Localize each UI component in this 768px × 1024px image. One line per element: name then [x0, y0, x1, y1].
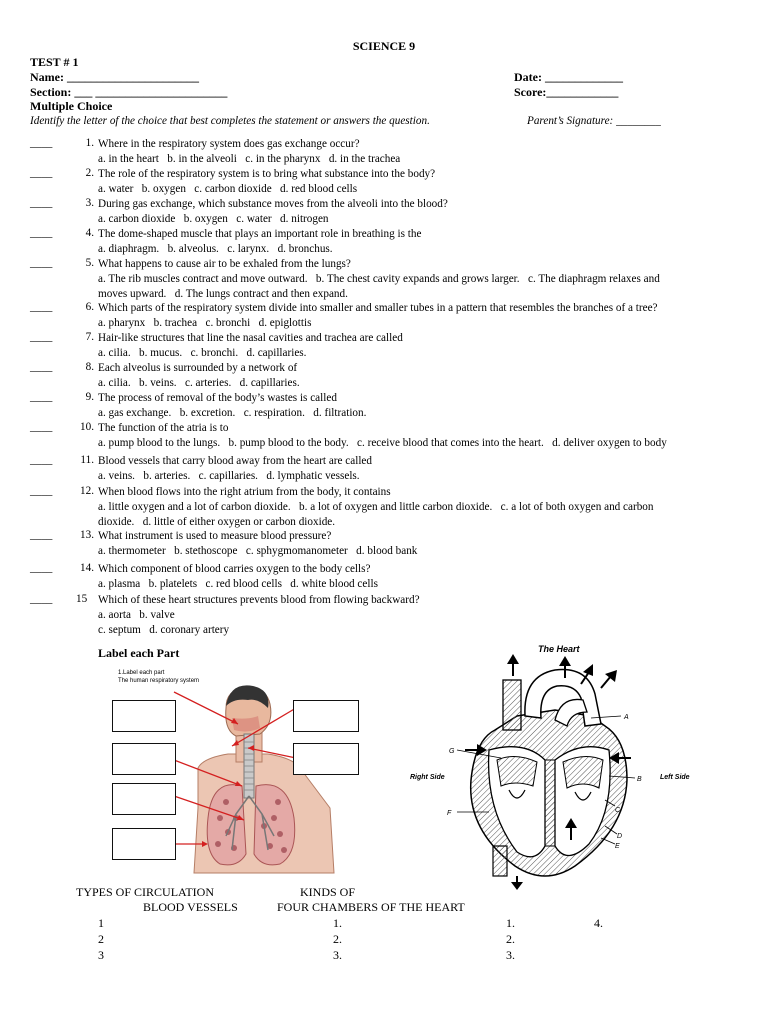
answer-blank[interactable]: ____: [30, 562, 53, 574]
question-stem: The function of the atria is to: [98, 422, 229, 434]
heart-left-side-label: Left Side: [660, 774, 690, 781]
question-text: [98, 137, 748, 167]
score-field-label: Score:____________: [514, 85, 619, 99]
heart-letter-e: E: [615, 843, 620, 850]
question-text: [98, 331, 748, 361]
answer-blank[interactable]: ____: [30, 167, 53, 179]
question-stem: What happens to cause air to be exhaled from the lungs?: [98, 258, 351, 270]
answer-blank[interactable]: ____: [30, 361, 53, 373]
label-each-part-heading: Label each Part: [98, 646, 180, 660]
label-box-right-2[interactable]: [293, 743, 359, 775]
question-text: [98, 454, 748, 484]
heart-letter-d: D: [617, 833, 623, 840]
chambers-item-4: 4.: [594, 916, 603, 930]
question-choices: a. thermometer b. stethoscope c. sphygmomanometer d. blood bank: [98, 544, 418, 557]
answer-blank[interactable]: ____: [30, 301, 53, 313]
section-field-label: Section: ___ ______________________: [30, 85, 228, 99]
question-choices: a. gas exchange. b. excretion. c. respiration. d. filtration.: [98, 406, 367, 419]
label-box-right-1[interactable]: [293, 700, 359, 732]
date-field-label: Date: _____________: [514, 70, 623, 84]
chambers-item-2: 2.: [506, 932, 515, 946]
question-number: 2.: [85, 167, 94, 179]
question-text: [98, 421, 748, 451]
question-number: 9.: [85, 391, 94, 403]
question-choices: a. pump blood to the lungs. b. pump blood to the body. c. receive blood that comes into the heart. d. deliver oxygen to body: [98, 436, 667, 449]
question-stem: Hair-like structures that line the nasal cavities and trachea are called: [98, 332, 403, 344]
question-number: 15: [76, 593, 88, 605]
respiratory-caption-1: 1.Label each part: [118, 670, 165, 676]
question-number: 8.: [85, 361, 94, 373]
circulation-item-3: 3: [98, 948, 104, 962]
question-text: [98, 301, 748, 331]
answer-blank[interactable]: ____: [30, 391, 53, 403]
question-stem: Which component of blood carries oxygen to the body cells?: [98, 563, 371, 575]
answer-blank[interactable]: ____: [30, 485, 53, 497]
chambers-item-3: 3.: [506, 948, 515, 962]
question-choices: a. plasma b. platelets c. red blood cells d. white blood cells: [98, 577, 378, 590]
heart-letter-c: C: [615, 807, 621, 814]
heart-illustration: [405, 640, 725, 890]
respiratory-caption-2: The human respiratory system: [118, 678, 200, 684]
circulation-item-1: 1: [98, 916, 104, 930]
question-stem: When blood flows into the right atrium from the body, it contains: [98, 486, 391, 498]
vessels-item-3: 3.: [333, 948, 342, 962]
heart-right-side-label: Right Side: [410, 774, 445, 781]
test-number: TEST # 1: [30, 55, 79, 69]
question-stem: Each alveolus is surrounded by a network of: [98, 362, 298, 374]
answer-blank[interactable]: ____: [30, 257, 53, 269]
multiple-choice-heading: Multiple Choice: [30, 99, 113, 113]
question-text: [98, 562, 748, 592]
answer-blank[interactable]: ____: [30, 454, 53, 466]
circulation-heading: TYPES OF CIRCULATION: [76, 885, 215, 899]
question-stem: The process of removal of the body’s wastes is called: [98, 392, 337, 404]
question-choices: a. veins. b. arteries. c. capillaries. d. lymphatic vessels.: [98, 469, 360, 482]
question-text: [98, 361, 748, 391]
question-choices: a. The rib muscles contract and move outward. b. The chest cavity expands and grows larger. c. The diaphragm relaxes and: [98, 272, 660, 285]
vessels-heading-2: BLOOD VESSELS: [143, 900, 238, 914]
question-text: [98, 257, 748, 301]
question-stem: The role of the respiratory system is to bring what substance into the body?: [98, 168, 436, 180]
label-box-left-4[interactable]: [112, 828, 176, 860]
question-number: 5.: [85, 257, 94, 269]
answer-blank[interactable]: ____: [30, 197, 53, 209]
vessels-heading-1: KINDS OF: [300, 885, 356, 899]
question-choices: a. pharynx b. trachea c. bronchi d. epiglottis: [98, 316, 312, 329]
question-stem: What instrument is used to measure blood pressure?: [98, 530, 332, 542]
question-choices: dioxide. d. little of either oxygen or carbon dioxide.: [98, 515, 336, 528]
heart-diagram: [405, 640, 725, 890]
question-stem: During gas exchange, which substance moves from the alveoli into the blood?: [98, 198, 448, 210]
question-choices: a. diaphragm. b. alveolus. c. larynx. d. bronchus.: [98, 242, 333, 255]
vessels-item-2: 2.: [333, 932, 342, 946]
question-number: 13.: [80, 529, 94, 541]
answer-blank[interactable]: ____: [30, 331, 53, 343]
heart-letter-b: B: [637, 776, 642, 783]
question-number: 14.: [80, 562, 94, 574]
question-number: 6.: [85, 301, 94, 313]
heart-letter-f: F: [447, 810, 452, 817]
question-text: [98, 197, 748, 227]
heart-title: The Heart: [538, 644, 580, 654]
label-box-left-2[interactable]: [112, 743, 176, 775]
question-choices: moves upward. d. The lungs contract and then expand.: [98, 287, 348, 300]
circulation-item-2: 2: [98, 932, 104, 946]
label-box-left-1[interactable]: [112, 700, 176, 732]
question-number: 10.: [80, 421, 94, 433]
question-stem: Where in the respiratory system does gas exchange occur?: [98, 138, 360, 150]
question-stem: Which parts of the respiratory system divide into smaller and smaller tubes in a pattern that resembles the branches of a tree?: [98, 302, 658, 314]
vessels-item-1: 1.: [333, 916, 342, 930]
question-choices: a. cilia. b. mucus. c. bronchi. d. capillaries.: [98, 346, 307, 359]
question-choices: c. septum d. coronary artery: [98, 623, 230, 636]
answer-blank[interactable]: ____: [30, 529, 53, 541]
question-choices: a. carbon dioxide b. oxygen c. water d. nitrogen: [98, 212, 329, 225]
question-number: 3.: [85, 197, 94, 209]
question-choices: a. aorta b. valve: [98, 608, 175, 621]
instructions-text: Identify the letter of the choice that best completes the statement or answers the question.: [30, 115, 430, 127]
heart-letter-g: G: [449, 748, 455, 755]
respiratory-diagram: [108, 668, 366, 880]
heart-letter-a: A: [624, 714, 629, 721]
name-field-label: Name: ______________________: [30, 70, 199, 84]
question-text: [98, 167, 748, 197]
question-number: 12.: [80, 485, 94, 497]
question-choices: a. cilia. b. veins. c. arteries. d. capillaries.: [98, 376, 300, 389]
question-text: [98, 391, 748, 421]
question-text: [98, 485, 748, 529]
question-text: [98, 227, 748, 257]
answer-blank[interactable]: ____: [30, 593, 53, 605]
question-number: 11.: [80, 454, 94, 466]
question-text: [98, 593, 748, 637]
chambers-item-1: 1.: [506, 916, 515, 930]
question-stem: The dome-shaped muscle that plays an important role in breathing is the: [98, 228, 422, 240]
question-stem: Blood vessels that carry blood away from the heart are called: [98, 455, 372, 467]
parent-signature-label: Parent’s Signature: ________: [527, 115, 661, 127]
question-number: 1.: [85, 137, 94, 149]
question-stem: Which of these heart structures prevents blood from flowing backward?: [98, 594, 420, 606]
question-number: 7.: [85, 331, 94, 343]
question-choices: a. little oxygen and a lot of carbon dioxide. b. a lot of oxygen and little carbon dioxide. c. a lot of both oxygen and carbon: [98, 500, 654, 513]
question-choices: a. water b. oxygen c. carbon dioxide d. red blood cells: [98, 182, 358, 195]
question-choices: a. in the heart b. in the alveoli c. in the pharynx d. in the trachea: [98, 152, 401, 165]
label-box-left-3[interactable]: [112, 783, 176, 815]
chambers-heading: FOUR CHAMBERS OF THE HEART: [277, 900, 465, 914]
answer-blank[interactable]: ____: [30, 137, 53, 149]
answer-blank[interactable]: ____: [30, 421, 53, 433]
question-text: [98, 529, 748, 559]
answer-blank[interactable]: ____: [30, 227, 53, 239]
page-title: SCIENCE 9: [352, 39, 416, 53]
question-number: 4.: [85, 227, 94, 239]
